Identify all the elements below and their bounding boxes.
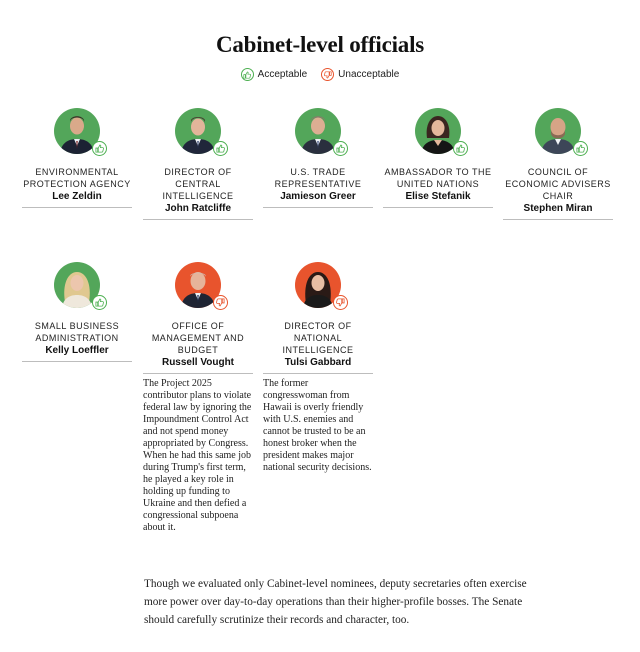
legend-acceptable bbox=[241, 68, 307, 81]
divider bbox=[143, 373, 253, 374]
divider bbox=[143, 219, 253, 220]
thumbs-up-icon bbox=[92, 295, 107, 310]
page-title: Cabinet-level officials bbox=[215, 32, 425, 57]
legend-acceptable-label: Acceptable bbox=[257, 69, 308, 80]
official-card bbox=[143, 262, 253, 374]
thumbs-up-icon bbox=[213, 141, 228, 156]
avatar-wrap bbox=[295, 108, 341, 154]
thumbs-down-icon bbox=[333, 295, 348, 310]
thumbs-up-icon bbox=[241, 68, 254, 81]
divider bbox=[503, 219, 613, 220]
official-card bbox=[503, 108, 613, 220]
thumbs-up-icon bbox=[573, 141, 588, 156]
official-role: ENVIRONMENTAL PROTECTION AGENCY bbox=[23, 167, 131, 189]
official-name: John Ratcliffe bbox=[164, 203, 232, 214]
official-role: DIRECTOR OF CENTRAL INTELLIGENCE bbox=[162, 167, 234, 201]
avatar-wrap bbox=[175, 262, 221, 308]
official-role: COUNCIL OF ECONOMIC ADVISERS CHAIR bbox=[505, 167, 611, 201]
thumbs-down-icon bbox=[213, 295, 228, 310]
official-name: Elise Stefanik bbox=[405, 191, 471, 202]
divider bbox=[263, 373, 373, 374]
official-card bbox=[22, 262, 132, 362]
official-card bbox=[263, 108, 373, 208]
divider bbox=[22, 361, 132, 362]
avatar-wrap bbox=[54, 262, 100, 308]
official-name: Kelly Loeffler bbox=[45, 345, 109, 356]
divider bbox=[263, 207, 373, 208]
official-role: AMBASSADOR TO THE UNITED NATIONS bbox=[384, 167, 492, 189]
official-name: Lee Zeldin bbox=[52, 191, 102, 202]
legend-unacceptable-label: Unacceptable bbox=[338, 69, 400, 80]
thumbs-up-icon bbox=[92, 141, 107, 156]
official-blurb: The Project 2025 contributor plans to violate federal law by ignoring the Impoundment Control Act and not spend money appropriated by Congress. When he had this same job during Trump's first term, he played a key role in holding up funding to Ukraine and then defied a congressional subpoena about it. bbox=[143, 378, 252, 533]
avatar-wrap bbox=[295, 262, 341, 308]
official-card bbox=[143, 108, 253, 220]
thumbs-up-icon bbox=[453, 141, 468, 156]
legend-unacceptable bbox=[321, 68, 399, 81]
official-name: Tulsi Gabbard bbox=[284, 357, 352, 368]
thumbs-down-icon bbox=[321, 68, 334, 81]
legend bbox=[0, 68, 640, 81]
official-card bbox=[263, 262, 373, 374]
official-name: Russell Vought bbox=[161, 357, 235, 368]
official-blurb: The former congresswoman from Hawaii is overly friendly with U.S. enemies and cannot be trusted to be an honest broker when the president makes major national security decisions. bbox=[263, 378, 372, 473]
avatar-wrap bbox=[175, 108, 221, 154]
avatar-wrap bbox=[535, 108, 581, 154]
avatar-wrap bbox=[415, 108, 461, 154]
divider bbox=[22, 207, 132, 208]
thumbs-up-icon bbox=[333, 141, 348, 156]
official-role: SMALL BUSINESS ADMINISTRATION bbox=[34, 321, 120, 343]
avatar-wrap bbox=[54, 108, 100, 154]
official-role: OFFICE OF MANAGEMENT AND BUDGET bbox=[151, 321, 245, 355]
divider bbox=[383, 207, 493, 208]
official-name: Stephen Miran bbox=[523, 203, 593, 214]
official-name: Jamieson Greer bbox=[280, 191, 356, 202]
footer-note: Though we evaluated only Cabinet-level nominees, deputy secretaries often exercise more power over day-to-day operations than their higher-profile bosses. The Senate should carefully scrutinize their records and character, too. bbox=[144, 578, 527, 626]
official-role: U.S. TRADE REPRESENTATIVE bbox=[274, 167, 362, 189]
official-card bbox=[22, 108, 132, 208]
official-card bbox=[383, 108, 493, 208]
official-role: DIRECTOR OF NATIONAL INTELLIGENCE bbox=[282, 321, 354, 355]
